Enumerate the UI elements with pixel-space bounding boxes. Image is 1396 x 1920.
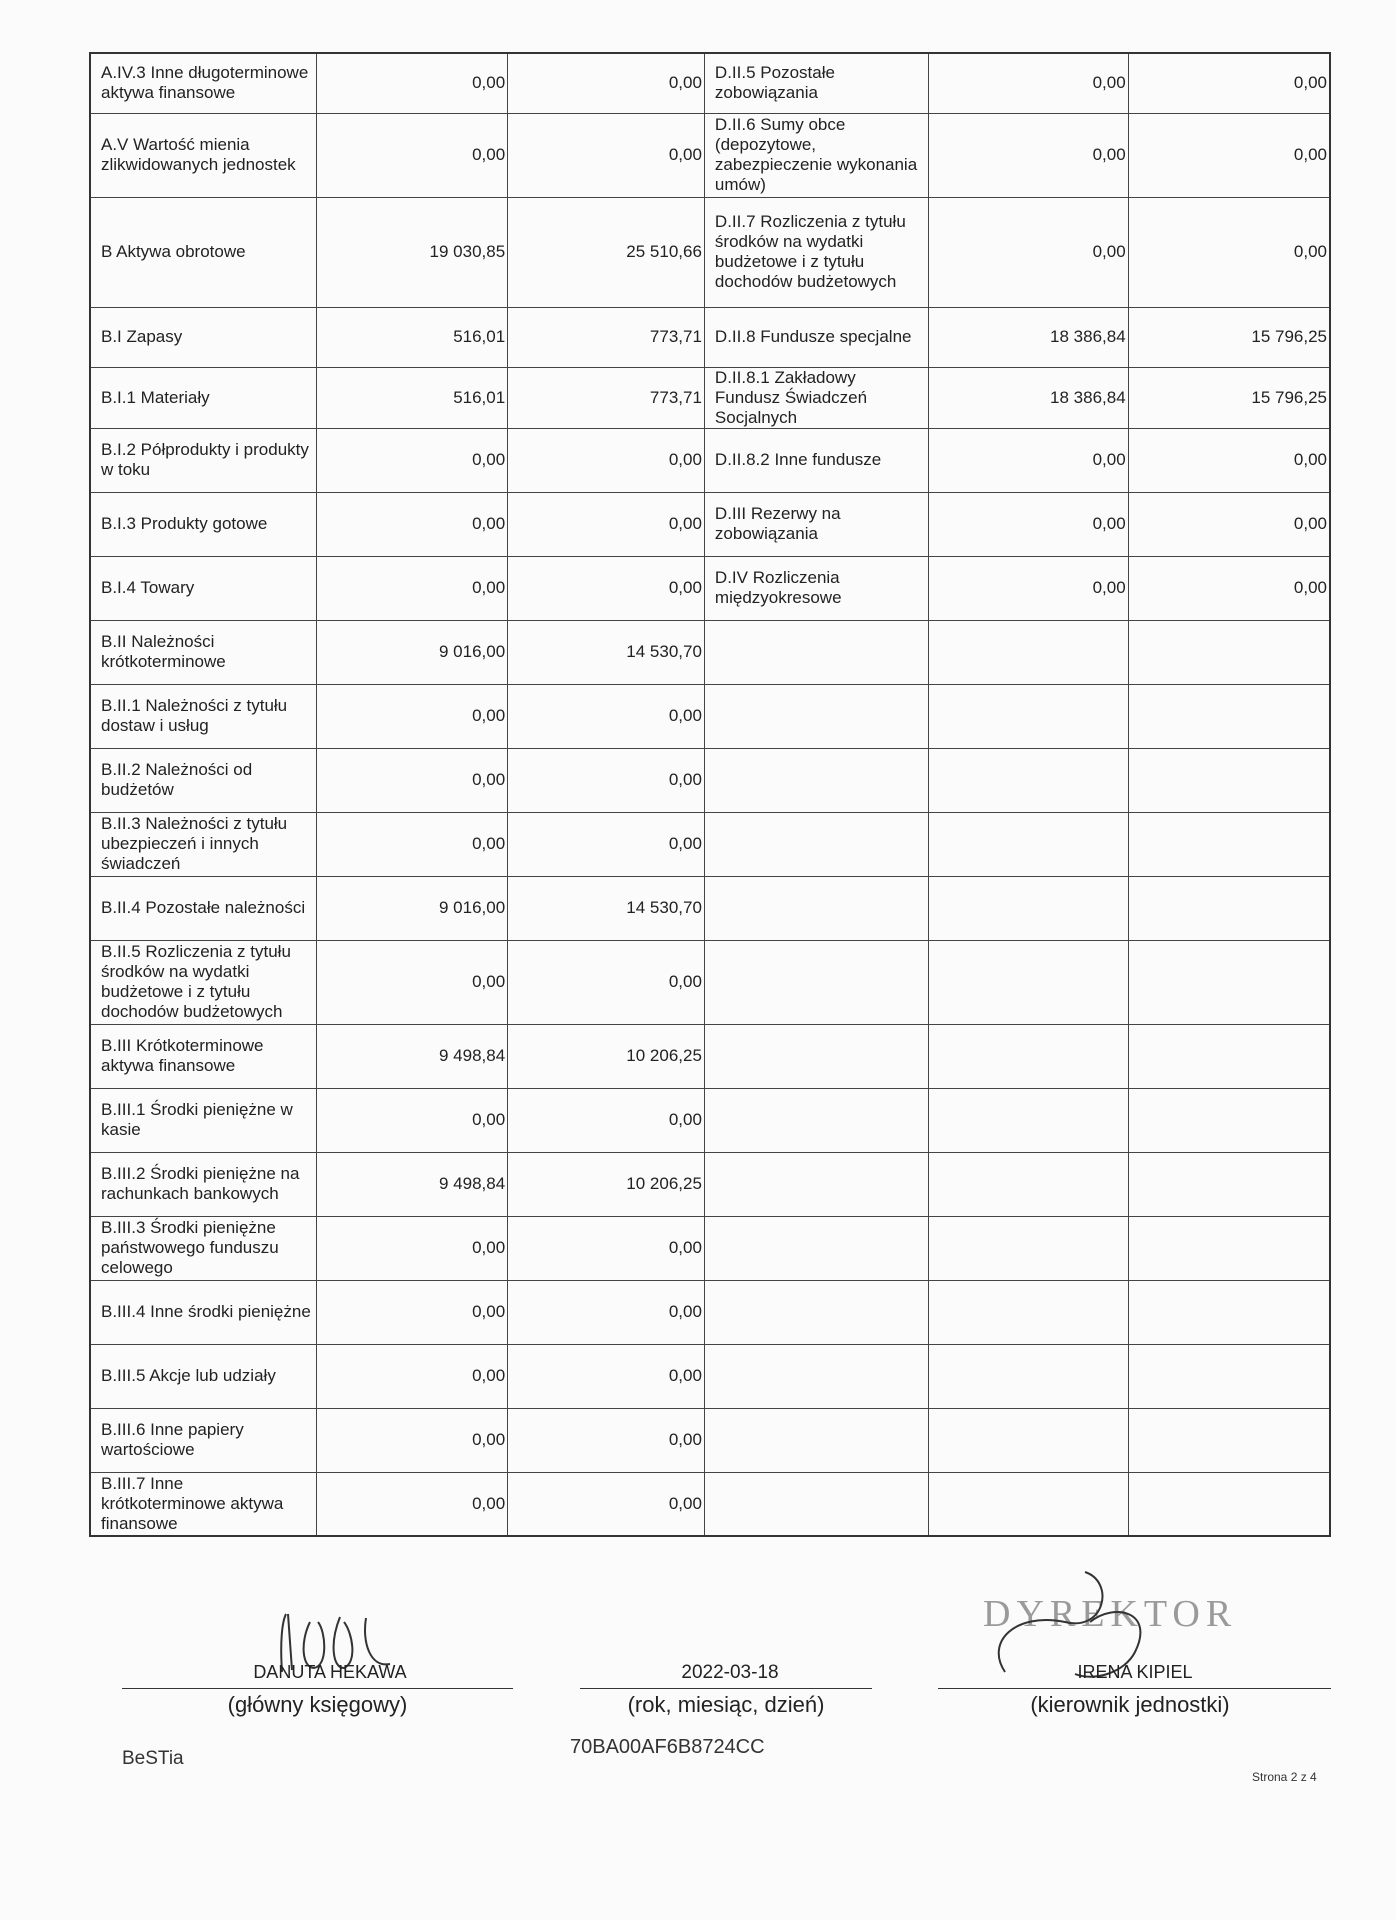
- liability-label: [704, 1152, 928, 1216]
- liability-value-current-year: [1128, 812, 1330, 876]
- row-label: A.IV.3 Inne długoterminowe aktywa finansowe: [90, 53, 316, 113]
- liability-label: [704, 940, 928, 1024]
- table-row: [90, 428, 1330, 492]
- liability-label: D.II.7 Rozliczenia z tytułu środków na wydatki budżetowe i z tytułu dochodów budżetowych: [704, 197, 928, 307]
- date-role: (rok, miesiąc, dzień): [627, 1692, 825, 1717]
- liability-label: [704, 620, 928, 684]
- value-previous-year: 0,00: [316, 1216, 508, 1280]
- liability-value-previous-year: [928, 1472, 1128, 1536]
- liability-value-previous-year: 0,00: [928, 113, 1128, 197]
- liability-value-current-year: [1128, 1280, 1330, 1344]
- value-previous-year: 9 016,00: [316, 876, 508, 940]
- value-current-year: 0,00: [508, 556, 705, 620]
- table-row: [90, 307, 1330, 367]
- liability-label: [704, 876, 928, 940]
- liability-value-current-year: [1128, 684, 1330, 748]
- value-previous-year: 0,00: [316, 1280, 508, 1344]
- liability-label: [704, 1472, 928, 1536]
- accountant-name: DANUTA HEKAWA: [253, 1662, 407, 1682]
- liability-value-current-year: 15 796,25: [1128, 307, 1330, 367]
- value-previous-year: 516,01: [316, 367, 508, 428]
- liability-value-current-year: 15 796,25: [1128, 367, 1330, 428]
- liability-label: D.III Rezerwy na zobowiązania: [704, 492, 928, 556]
- table-row: [90, 812, 1330, 876]
- value-current-year: 0,00: [508, 1280, 705, 1344]
- row-label: B.II.1 Należności z tytułu dostaw i usług: [90, 684, 316, 748]
- table-row: [90, 1088, 1330, 1152]
- table-row: [90, 1280, 1330, 1344]
- table-row: [90, 367, 1330, 428]
- liability-value-previous-year: 0,00: [928, 53, 1128, 113]
- liability-value-current-year: 0,00: [1128, 113, 1330, 197]
- table-row: [90, 684, 1330, 748]
- director-stamp: [975, 1562, 1245, 1712]
- liability-value-previous-year: 0,00: [928, 197, 1128, 307]
- balance-sheet-table: [89, 52, 1331, 1537]
- row-label: B.I.4 Towary: [90, 556, 316, 620]
- row-label: B.III.7 Inne krótkoterminowe aktywa finansowe: [90, 1472, 316, 1536]
- value-previous-year: 0,00: [316, 748, 508, 812]
- value-current-year: 10 206,25: [508, 1152, 705, 1216]
- liability-label: [704, 1344, 928, 1408]
- liability-label: [704, 684, 928, 748]
- row-label: B.II.2 Należności od budżetów: [90, 748, 316, 812]
- value-previous-year: 19 030,85: [316, 197, 508, 307]
- software-name: BeSTia: [122, 1748, 184, 1769]
- liability-value-current-year: 0,00: [1128, 492, 1330, 556]
- value-current-year: 0,00: [508, 684, 705, 748]
- liability-value-previous-year: 0,00: [928, 556, 1128, 620]
- table-row: [90, 876, 1330, 940]
- value-current-year: 0,00: [508, 812, 705, 876]
- table-row: [90, 492, 1330, 556]
- table-row: [90, 1344, 1330, 1408]
- value-current-year: 10 206,25: [508, 1024, 705, 1088]
- row-label: B.II.4 Pozostałe należności: [90, 876, 316, 940]
- value-previous-year: 0,00: [316, 940, 508, 1024]
- liability-value-current-year: [1128, 1472, 1330, 1536]
- table-row: [90, 556, 1330, 620]
- value-current-year: 0,00: [508, 53, 705, 113]
- row-label: A.V Wartość mienia zlikwidowanych jednostek: [90, 113, 316, 197]
- liability-value-previous-year: [928, 1280, 1128, 1344]
- page-number: Strona 2 z 4: [1252, 1770, 1317, 1784]
- value-previous-year: 0,00: [316, 53, 508, 113]
- liability-label: [704, 1280, 928, 1344]
- liability-value-current-year: 0,00: [1128, 53, 1330, 113]
- value-current-year: 25 510,66: [508, 197, 705, 307]
- liability-label: D.IV Rozliczenia międzyokresowe: [704, 556, 928, 620]
- accountant-signature-line: [122, 1688, 513, 1689]
- document-id: 70BA00AF6B8724CC: [570, 1736, 765, 1758]
- row-label: B.III.5 Akcje lub udziały: [90, 1344, 316, 1408]
- value-previous-year: 9 016,00: [316, 620, 508, 684]
- liability-label: D.II.6 Sumy obce (depozytowe, zabezpieczenie wykonania umów): [704, 113, 928, 197]
- table-row: [90, 1472, 1330, 1536]
- row-label: B.II.3 Należności z tytułu ubezpieczeń i innych świadczeń: [90, 812, 316, 876]
- liability-value-previous-year: [928, 1344, 1128, 1408]
- value-previous-year: 0,00: [316, 492, 508, 556]
- liability-value-current-year: [1128, 876, 1330, 940]
- table-row: [90, 748, 1330, 812]
- table-row: [90, 113, 1330, 197]
- liability-value-current-year: 0,00: [1128, 428, 1330, 492]
- liability-value-current-year: 0,00: [1128, 197, 1330, 307]
- liability-label: D.II.8.1 Zakładowy Fundusz Świadczeń Socjalnych: [704, 367, 928, 428]
- value-previous-year: 0,00: [316, 113, 508, 197]
- table-row: [90, 1216, 1330, 1280]
- row-label: B.III.1 Środki pieniężne w kasie: [90, 1088, 316, 1152]
- accountant-role: (główny księgowy): [227, 1692, 408, 1717]
- value-current-year: 0,00: [508, 1472, 705, 1536]
- liability-value-previous-year: 18 386,84: [928, 307, 1128, 367]
- value-previous-year: 0,00: [316, 1344, 508, 1408]
- liability-value-previous-year: [928, 1024, 1128, 1088]
- table-row: [90, 940, 1330, 1024]
- table-row: [90, 53, 1330, 113]
- value-previous-year: 0,00: [316, 1088, 508, 1152]
- liability-value-current-year: [1128, 620, 1330, 684]
- row-label: B.I.3 Produkty gotowe: [90, 492, 316, 556]
- liability-value-previous-year: [928, 1408, 1128, 1472]
- liability-value-previous-year: 0,00: [928, 428, 1128, 492]
- value-current-year: 0,00: [508, 1408, 705, 1472]
- liability-value-current-year: [1128, 1152, 1330, 1216]
- value-current-year: 0,00: [508, 428, 705, 492]
- liability-label: [704, 1216, 928, 1280]
- liability-value-current-year: [1128, 1344, 1330, 1408]
- value-current-year: 14 530,70: [508, 620, 705, 684]
- liability-label: [704, 1088, 928, 1152]
- row-label: B.III.2 Środki pieniężne na rachunkach bankowych: [90, 1152, 316, 1216]
- svg-text:DYREKTOR: DYREKTOR: [983, 1593, 1238, 1635]
- row-label: B.I Zapasy: [90, 307, 316, 367]
- row-label: B.I.1 Materiały: [90, 367, 316, 428]
- value-previous-year: 0,00: [316, 1408, 508, 1472]
- value-current-year: 0,00: [508, 940, 705, 1024]
- row-label: B.II.5 Rozliczenia z tytułu środków na wydatki budżetowe i z tytułu dochodów budżetowych: [90, 940, 316, 1024]
- row-label: B.III Krótkoterminowe aktywa finansowe: [90, 1024, 316, 1088]
- liability-value-previous-year: [928, 812, 1128, 876]
- liability-value-current-year: [1128, 1408, 1330, 1472]
- value-current-year: 0,00: [508, 1216, 705, 1280]
- liability-value-previous-year: [928, 1088, 1128, 1152]
- row-label: B.III.3 Środki pieniężne państwowego funduszu celowego: [90, 1216, 316, 1280]
- value-previous-year: 0,00: [316, 812, 508, 876]
- liability-value-previous-year: [928, 748, 1128, 812]
- liability-value-previous-year: 0,00: [928, 492, 1128, 556]
- liability-label: D.II.8 Fundusze specjalne: [704, 307, 928, 367]
- date-line: [580, 1688, 872, 1689]
- value-previous-year: 9 498,84: [316, 1024, 508, 1088]
- row-label: B.III.6 Inne papiery wartościowe: [90, 1408, 316, 1472]
- value-current-year: 0,00: [508, 748, 705, 812]
- value-current-year: 773,71: [508, 367, 705, 428]
- value-current-year: 0,00: [508, 1344, 705, 1408]
- liability-label: D.II.5 Pozostałe zobowiązania: [704, 53, 928, 113]
- liability-value-current-year: 0,00: [1128, 556, 1330, 620]
- liability-value-previous-year: [928, 940, 1128, 1024]
- value-current-year: 0,00: [508, 1088, 705, 1152]
- liability-value-current-year: [1128, 1024, 1330, 1088]
- table-row: [90, 197, 1330, 307]
- liability-value-previous-year: [928, 684, 1128, 748]
- manager-role: (kierownik jednostki): [1030, 1692, 1230, 1717]
- value-previous-year: 0,00: [316, 684, 508, 748]
- liability-value-previous-year: [928, 876, 1128, 940]
- value-previous-year: 516,01: [316, 307, 508, 367]
- liability-label: [704, 748, 928, 812]
- value-previous-year: 9 498,84: [316, 1152, 508, 1216]
- report-date: 2022-03-18: [681, 1662, 779, 1683]
- liability-value-current-year: [1128, 748, 1330, 812]
- value-previous-year: 0,00: [316, 428, 508, 492]
- liability-label: [704, 1024, 928, 1088]
- liability-value-current-year: [1128, 940, 1330, 1024]
- table-row: [90, 1024, 1330, 1088]
- value-current-year: 0,00: [508, 113, 705, 197]
- liability-value-previous-year: [928, 1152, 1128, 1216]
- table-row: [90, 620, 1330, 684]
- liability-label: D.II.8.2 Inne fundusze: [704, 428, 928, 492]
- liability-label: [704, 1408, 928, 1472]
- liability-value-previous-year: [928, 1216, 1128, 1280]
- row-label: B.II Należności krótkoterminowe: [90, 620, 316, 684]
- liability-value-current-year: [1128, 1088, 1330, 1152]
- row-label: B.I.2 Półprodukty i produkty w toku: [90, 428, 316, 492]
- liability-value-previous-year: 18 386,84: [928, 367, 1128, 428]
- liability-label: [704, 812, 928, 876]
- manager-name: IRENA KIPIEL: [1077, 1662, 1193, 1682]
- row-label: B Aktywa obrotowe: [90, 197, 316, 307]
- value-previous-year: 0,00: [316, 556, 508, 620]
- row-label: B.III.4 Inne środki pieniężne: [90, 1280, 316, 1344]
- value-current-year: 773,71: [508, 307, 705, 367]
- liability-value-previous-year: [928, 620, 1128, 684]
- liability-value-current-year: [1128, 1216, 1330, 1280]
- manager-signature-line: [938, 1688, 1331, 1689]
- table-row: [90, 1152, 1330, 1216]
- value-current-year: 14 530,70: [508, 876, 705, 940]
- table-row: [90, 1408, 1330, 1472]
- value-current-year: 0,00: [508, 492, 705, 556]
- value-previous-year: 0,00: [316, 1472, 508, 1536]
